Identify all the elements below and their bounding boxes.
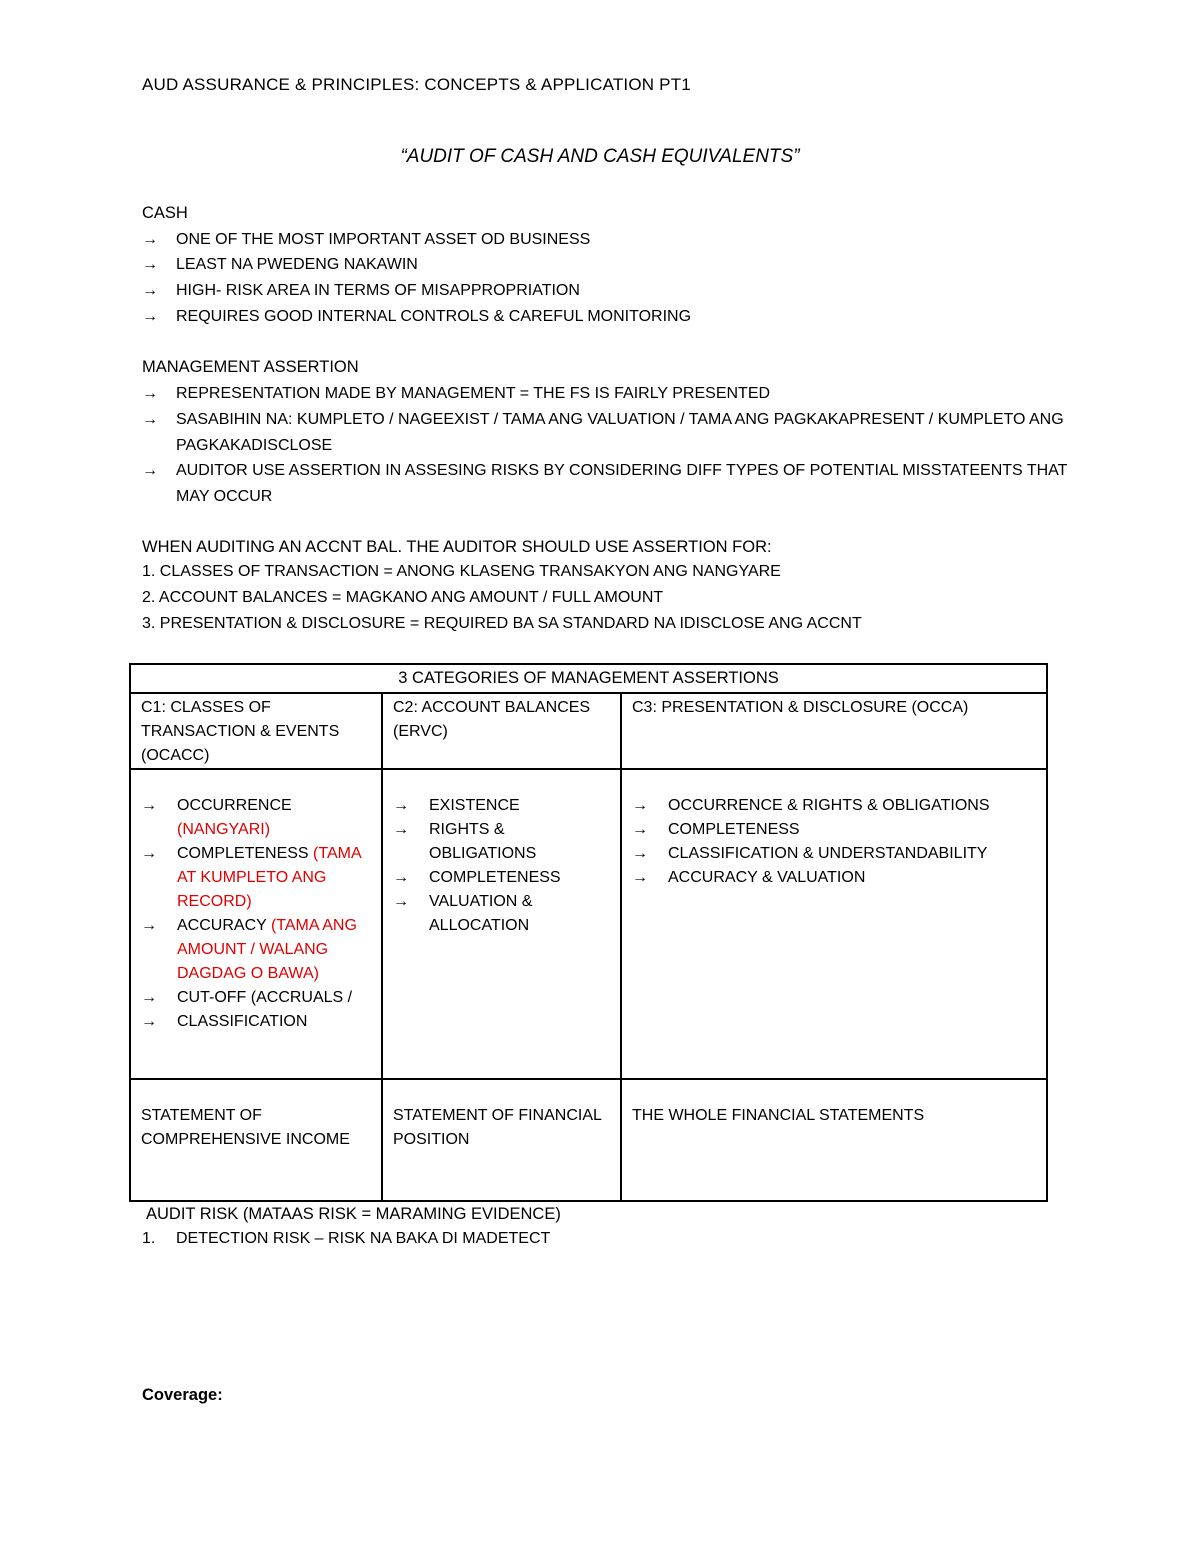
list-item: → COMPLETENESS	[393, 866, 612, 890]
c2-footer: STATEMENT OF FINANCIAL POSITION	[382, 1079, 621, 1201]
cash-item: → LEAST NA PWEDENG NAKAWIN	[142, 252, 418, 278]
arrow-icon: →	[632, 797, 648, 814]
assertion-item: → SASABIHIN NA: KUMPLETO / NAGEEXIST / TAMA ANG VALUATION / TAMA ANG PAGKAKAPRESENT / KUMPLETO ANG PAGKAKADISCLOSE	[142, 407, 1072, 459]
list-item: → CUT-OFF (ACCRUALS /	[141, 986, 373, 1010]
list-item: → OCCURRENCE & RIGHTS & OBLIGATIONS	[632, 794, 1038, 818]
arrow-icon: →	[632, 869, 648, 886]
document-header: AUD ASSURANCE & PRINCIPLES: CONCEPTS & APPLICATION PT1	[142, 75, 691, 94]
arrow-icon: →	[632, 821, 648, 838]
arrow-icon: →	[142, 385, 158, 402]
list-item: → ACCURACY (TAMA ANG AMOUNT / WALANG DAGDAG O BAWA)	[141, 914, 373, 986]
arrow-icon: →	[141, 989, 157, 1006]
cash-item: → REQUIRES GOOD INTERNAL CONTROLS & CAREFUL MONITORING	[142, 304, 691, 330]
item-number: 1.	[142, 1230, 156, 1247]
list-item: → EXISTENCE	[393, 794, 612, 818]
c2-list	[382, 769, 621, 1079]
list-item: → RIGHTS & OBLIGATIONS	[393, 818, 612, 866]
arrow-icon: →	[142, 462, 158, 479]
arrow-icon: →	[393, 869, 409, 886]
list-item: → VALUATION & ALLOCATION	[393, 890, 612, 938]
auditing-label: WHEN AUDITING AN ACCNT BAL. THE AUDITOR SHOULD USE ASSERTION FOR:	[142, 538, 772, 556]
list-item: → ACCURACY & VALUATION	[632, 866, 1038, 890]
arrow-icon: →	[393, 893, 409, 910]
arrow-icon: →	[142, 231, 158, 248]
arrow-icon: →	[632, 845, 648, 862]
arrow-icon: →	[142, 256, 158, 273]
coverage-label: Coverage:	[142, 1386, 223, 1404]
list-item: → CLASSIFICATION & UNDERSTANDABILITY	[632, 842, 1038, 866]
assertion-item: → AUDITOR USE ASSERTION IN ASSESING RISKS BY CONSIDERING DIFF TYPES OF POTENTIAL MISSTATEENTS THAT MAY OCCUR	[142, 458, 1072, 510]
c3-header: C3: PRESENTATION & DISCLOSURE (OCCA)	[621, 693, 1047, 769]
c2-header: C2: ACCOUNT BALANCES (ERVC)	[382, 693, 621, 769]
table-title: 3 CATEGORIES OF MANAGEMENT ASSERTIONS	[130, 664, 1047, 693]
arrow-icon: →	[393, 797, 409, 814]
list-item: → COMPLETENESS	[632, 818, 1038, 842]
list-item: → CLASSIFICATION	[141, 1010, 373, 1034]
c3-footer: THE WHOLE FINANCIAL STATEMENTS	[621, 1079, 1047, 1201]
audit-risk-label: AUDIT RISK (MATAAS RISK = MARAMING EVIDENCE)	[146, 1205, 561, 1223]
c1-footer: STATEMENT OF COMPREHENSIVE INCOME	[130, 1079, 382, 1201]
arrow-icon: →	[141, 797, 157, 814]
auditing-item: 2. ACCOUNT BALANCES = MAGKANO ANG AMOUNT / FULL AMOUNT	[142, 589, 664, 606]
arrow-icon: →	[393, 821, 409, 838]
auditing-item: 3. PRESENTATION & DISCLOSURE = REQUIRED BA SA STANDARD NA IDISCLOSE ANG ACCNT	[142, 615, 862, 632]
arrow-icon: →	[142, 411, 158, 428]
arrow-icon: →	[141, 917, 157, 934]
cash-item: → HIGH- RISK AREA IN TERMS OF MISAPPROPRIATION	[142, 278, 580, 304]
arrow-icon: →	[142, 282, 158, 299]
cash-label: CASH	[142, 204, 188, 222]
document-title: “AUDIT OF CASH AND CASH EQUIVALENTS”	[400, 146, 800, 167]
arrow-icon: →	[141, 845, 157, 862]
item-text: DETECTION RISK – RISK NA BAKA DI MADETECT	[176, 1230, 551, 1247]
cash-item: → ONE OF THE MOST IMPORTANT ASSET OD BUSINESS	[142, 227, 590, 253]
assertion-item: → REPRESENTATION MADE BY MANAGEMENT = THE FS IS FAIRLY PRESENTED	[142, 381, 1072, 407]
list-item: → OCCURRENCE (NANGYARI)	[141, 794, 373, 842]
c3-list	[621, 769, 1047, 1079]
list-item: → COMPLETENESS (TAMA AT KUMPLETO ANG RECORD)	[141, 842, 373, 914]
arrow-icon: →	[142, 308, 158, 325]
management-assertion-label: MANAGEMENT ASSERTION	[142, 358, 359, 376]
c1-header: C1: CLASSES OF TRANSACTION & EVENTS (OCACC)	[130, 693, 382, 769]
detection-risk-item	[142, 1230, 550, 1248]
management-assertions-table	[129, 663, 1048, 1202]
arrow-icon: →	[141, 1013, 157, 1030]
c1-list	[130, 769, 382, 1079]
auditing-item: 1. CLASSES OF TRANSACTION = ANONG KLASENG TRANSAKYON ANG NANGYARE	[142, 563, 781, 580]
